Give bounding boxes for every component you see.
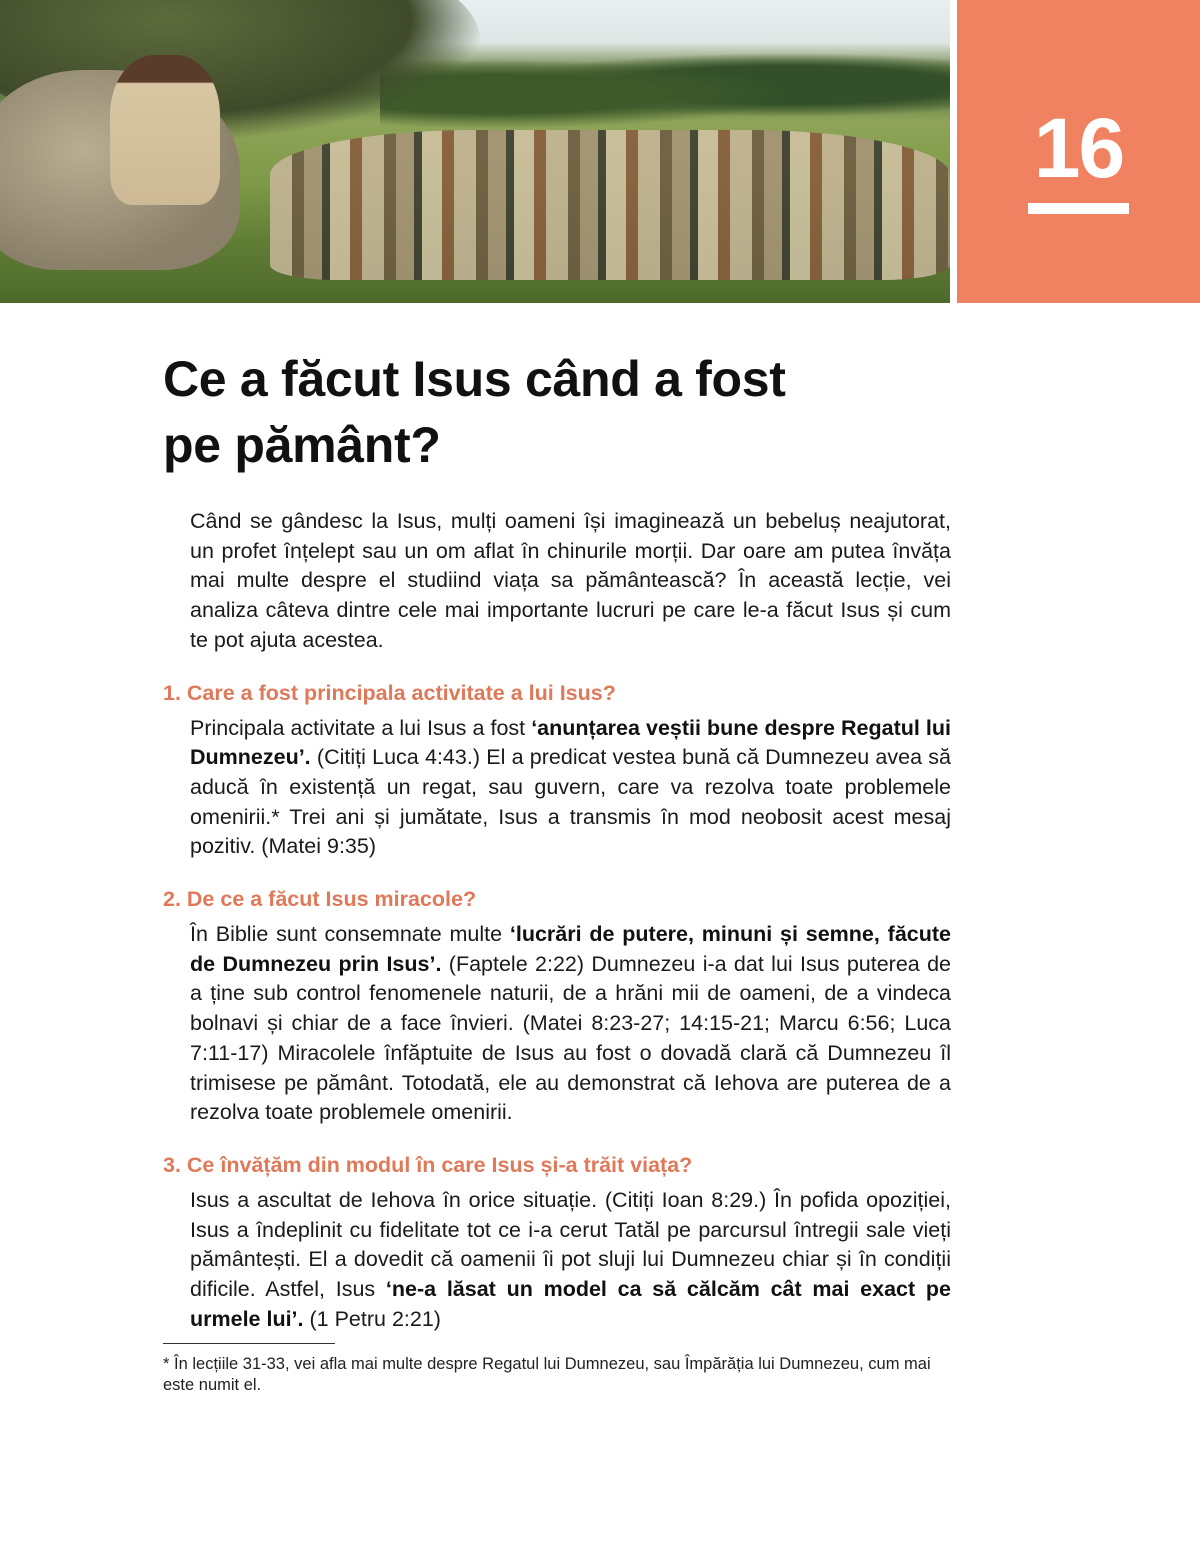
text-run: (Citiți Luca 4:43.) El a predicat vestea bună că Dumnezeu avea să aducă în existență un regat, sau guvern, care va rezolva toate problemele omenirii.* Trei ani și jumătate, Isus a transmis în mod neobosit acest mesaj pozitiv. (Matei 9:35) [190, 745, 951, 859]
text-run: Principala activitate a lui Isus a fost [190, 715, 532, 740]
jesus-figure [110, 55, 220, 205]
text-run: Isus a ascultat de Iehova în orice situație. (Citiți Ioan 8:29.) În pofida opoziției, Isus a îndeplinit cu fidelitate tot ce i-a cerut Tatăl pe parcursul întregii sale vieți pământești. El a dovedit că oamenii îi pot sluji lui Dumnezeu chiar și în condiții dificile. Astfel, Isus [190, 1187, 951, 1302]
section-paragraph [190, 920, 951, 1128]
header-photo [0, 0, 950, 303]
section-heading: 2. De ce a făcut Isus miracole? [163, 887, 477, 912]
title-line-1: Ce a făcut Isus când a fost [163, 351, 786, 407]
bold-quote: ‘ne-a lăsat un model ca să călcăm cât mai exact pe urmele lui’. [190, 1277, 951, 1331]
title-line-2: pe pământ? [163, 417, 441, 473]
lesson-content [163, 507, 951, 1334]
footnote-divider [163, 1343, 335, 1344]
section-1 [163, 678, 951, 863]
section-heading: 1. Care a fost principala activitate a lui Isus? [163, 680, 616, 705]
text-run: În Biblie sunt consemnate multe [190, 922, 510, 947]
chapter-badge [957, 0, 1200, 303]
section-paragraph [190, 1186, 951, 1335]
bold-quote: ‘anunțarea veștii bune despre Regatul lui Dumnezeu’. [190, 715, 952, 770]
section-heading: 3. Ce învățăm din modul în care Isus și-a trăit viața? [163, 1152, 693, 1177]
chapter-underline [1028, 203, 1129, 214]
crowd-of-listeners [270, 130, 950, 280]
text-run: (Faptele 2:22) Dumnezeu i-a dat lui Isus puterea de a ține sub control fenomenele naturii, de a hrăni mii de oameni, de a vindeca bolnavi și chiar de a face învieri. (Matei 8:23-27; 14:15-21; Marcu 6:56; Luca 7:11-17) Miracolele înfăptuite de Isus au fost o dovadă clară că Dumnezeu îl trimisese pe pământ. Totodată, ele au demonstrat că Iehova are puterea de a rezolva toate problemele omenirii. [190, 951, 952, 1125]
intro-paragraph: Când se gândesc la Isus, mulți oameni își imaginează un bebeluș neajutorat, un profet înțelept sau un om aflat în chinurile morții. Dar oare am putea învăța mai multe despre el studiind viața sa pământească? În această lecție, vei analiza câteva dintre cele mai importante lucruri pe care le-a făcut Isus și cum te pot ajuta acestea. [190, 509, 951, 652]
footnote: * În lecțiile 31-33, vei afla mai multe despre Regatul lui Dumnezeu, sau Împărăția lui Dumnezeu, cum mai este numit el. [163, 1355, 931, 1394]
section-2 [163, 884, 951, 1128]
text-run: (1 Petru 2:21) [303, 1306, 441, 1331]
chapter-number: 16 [1033, 101, 1124, 195]
bold-quote: ‘lucrări de putere, minuni și semne, făcute de Dumnezeu prin Isus’. [190, 922, 951, 976]
section-paragraph [190, 714, 951, 863]
page-title [163, 346, 786, 478]
section-3 [163, 1150, 951, 1335]
